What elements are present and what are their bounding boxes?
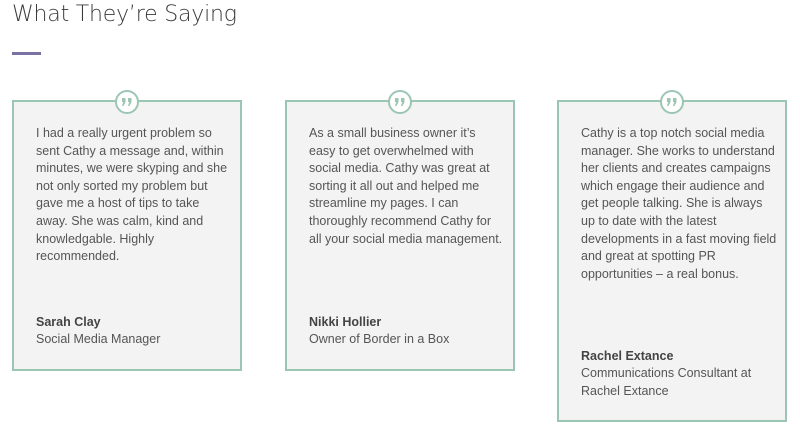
testimonial-quote: I had a really urgent problem so sent Cathy a message and, within minutes, we were skyping and she not only sorted my problem but gave me a host of tips to take away. She was calm, kind and knowledgable. Highly recommended. (36, 126, 228, 264)
quote-icon (115, 90, 139, 114)
testimonial-author-role: Social Media Manager (36, 332, 161, 346)
testimonial-author-name: Rachel Extance (581, 349, 674, 363)
testimonial-quote: As a small business owner it’s easy to get overwhelmed with social media. Cathy was great at sorting it all out and helped me streamline my pages. I can thoroughly recommend Cathy for all your social media management. (309, 126, 503, 246)
title-underline (12, 52, 41, 55)
testimonial-card (12, 100, 242, 371)
testimonial-author-role: Owner of Border in a Box (309, 332, 450, 346)
section-title: What They’re Saying (12, 2, 237, 27)
quote-icon (660, 90, 684, 114)
testimonial-author-role: Communications Consultant at Rachel Extance (581, 366, 752, 398)
testimonial-author-name: Sarah Clay (36, 315, 101, 329)
quote-icon (388, 90, 412, 114)
testimonial-author-name: Nikki Hollier (309, 315, 382, 329)
testimonial-card (285, 100, 515, 371)
testimonial-quote: Cathy is a top notch social media manager. She works to understand her clients and creates campaigns which engage their audience and get people talking. She is always up to date with the latest developments in a fast moving field and great at spotting PR opportunities – a real bonus. (581, 126, 777, 281)
testimonial-card (557, 100, 787, 422)
